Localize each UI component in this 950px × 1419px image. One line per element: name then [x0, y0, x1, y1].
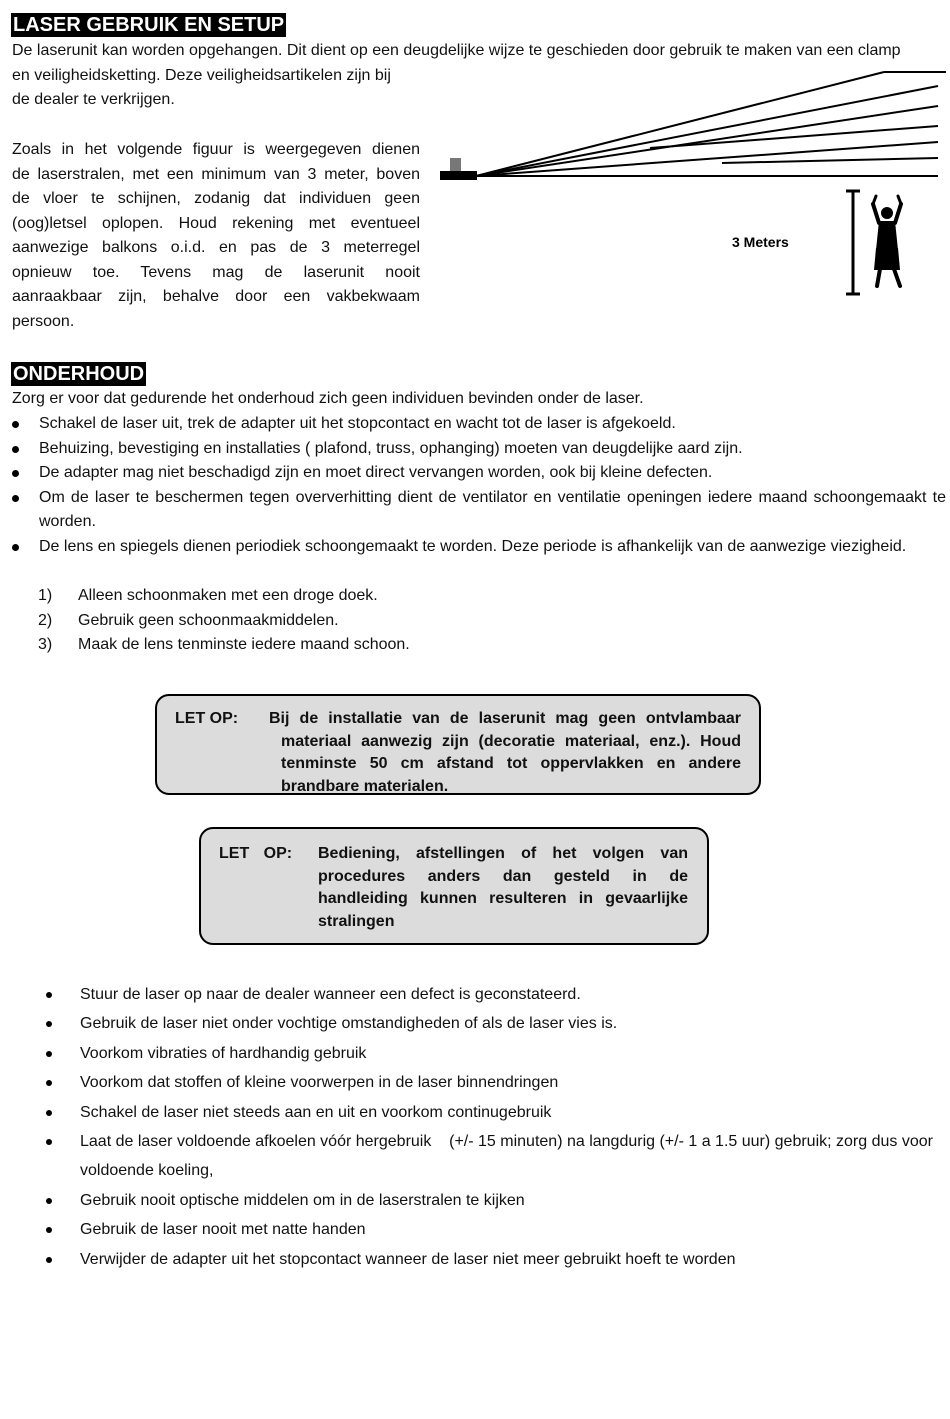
list-item: De adapter mag niet beschadigd zijn en moet direct vervangen worden, ook bij kleine defecten.: [12, 461, 946, 486]
bullet-icon: [46, 1051, 52, 1057]
setup-paragraph-line: aanraakbaar zijn, behalve door een vakbekwaam: [12, 288, 420, 305]
setup-intro-line-3: de dealer te verkrijgen.: [12, 91, 175, 108]
setup-paragraph: [12, 138, 420, 334]
list-item: Schakel de laser uit, trek de adapter uit het stopcontact en wacht tot de laser is afgekoeld.: [12, 412, 946, 437]
bullet-icon: [46, 1227, 52, 1233]
warning-text: [318, 843, 688, 933]
height-bracket-icon: [846, 191, 860, 294]
list-item: Gebruik nooit optische middelen om in de laserstralen te kijken: [40, 1186, 946, 1215]
bullet-icon: [12, 470, 19, 477]
usage-tips-list: [40, 980, 946, 1274]
bullet-icon: [12, 446, 19, 453]
setup-paragraph-line: aanwezige balkons o.i.d. en pas de 3 meterregel: [12, 239, 420, 256]
bullet-icon: [46, 992, 52, 998]
warning-label: LET OP:: [219, 845, 293, 862]
warning-text-line: Bediening, afstellingen of het volgen van: [318, 845, 688, 862]
bullet-icon: [46, 1198, 52, 1204]
person-icon: [873, 196, 901, 286]
warning-text-line: Bij de installatie van de laserunit mag geen ontvlambaar: [269, 710, 741, 727]
list-item: Behuizing, bevestiging en installaties ( plafond, truss, ophanging) moeten van deugdelijke aard zijn.: [12, 437, 946, 462]
bullet-icon: [12, 495, 19, 502]
list-item: Voorkom dat stoffen of kleine voorwerpen in de laser binnendringen: [40, 1068, 946, 1097]
list-item: Stuur de laser op naar de dealer wanneer een defect is geconstateerd.: [40, 980, 946, 1009]
warning-box-radiation: [199, 827, 709, 945]
list-item: Gebruik de laser nooit met natte handen: [40, 1215, 946, 1244]
list-item: Laat de laser voldoende afkoelen vóór hergebruik (+/- 15 minuten) na langdurig (+/- 1 a 1.5 uur) gebruik; zorg dus voor voldoende koeling,: [40, 1127, 946, 1186]
setup-paragraph-line: opnieuw toe. Tevens mag de laserunit nooit: [12, 263, 420, 281]
bullet-icon: [46, 1080, 52, 1086]
warning-text: [269, 708, 741, 795]
warning-label: LET OP:: [175, 710, 239, 727]
bullet-icon: [12, 421, 19, 428]
setup-paragraph-line: de vloer te schijnen, zodanig dat individuen geen: [12, 190, 420, 207]
laser-height-figure: [436, 66, 948, 302]
list-item: Gebruik de laser niet onder vochtige omstandigheden of als de laser vies is.: [40, 1009, 946, 1038]
list-item: Schakel de laser niet steeds aan en uit en voorkom continugebruik: [40, 1098, 946, 1127]
list-item: Om de laser te beschermen tegen oververhitting dient de ventilator en ventilatie openingen iedere maand schoongemaakt te worden.: [12, 486, 946, 535]
section-heading-maintenance: ONDERHOUD: [13, 363, 145, 385]
list-item: 1) Alleen schoonmaken met een droge doek.: [38, 587, 378, 604]
warning-box-fire: [155, 694, 761, 795]
section-heading-setup: LASER GEBRUIK EN SETUP: [13, 14, 285, 36]
bullet-icon: [46, 1110, 52, 1116]
warning-text-line: brandbare materialen.: [281, 777, 449, 795]
bullet-icon: [46, 1257, 52, 1263]
warning-text-line: materiaal aanwezig zijn (decoratie materiaal, enz.). Houd: [281, 732, 741, 750]
cleaning-steps-list: [38, 584, 410, 658]
bullet-icon: [12, 544, 19, 551]
laser-base-icon: [440, 171, 477, 180]
setup-paragraph-line: (oog)letsel oplopen. Houd rekening met eventueel: [12, 214, 420, 232]
warning-text-line: tenminste 50 cm afstand tot oppervlakken en andere: [281, 755, 741, 772]
setup-paragraph-line: persoon.: [12, 312, 75, 330]
maintenance-bullet-list: [12, 412, 946, 560]
setup-paragraph-line: Zoals in het volgende figuur is weergegeven dienen: [12, 141, 420, 158]
warning-text-line: stralingen: [318, 912, 395, 930]
list-item: De lens en spiegels dienen periodiek schoongemaakt te worden. Deze periode is afhankelijk van de aanwezige viezigheid.: [12, 535, 946, 560]
list-item: Voorkom vibraties of hardhandig gebruik: [40, 1039, 946, 1068]
list-item: 2) Gebruik geen schoonmaakmiddelen.: [38, 611, 339, 629]
warning-text-line: handleiding kunnen resulteren in gevaarlijke: [318, 890, 688, 907]
list-item: 3) Maak de lens tenminste iedere maand schoon.: [38, 636, 410, 654]
bullet-icon: [46, 1139, 52, 1145]
setup-intro-line-2: en veiligheidsketting. Deze veiligheidsartikelen zijn bij: [12, 67, 391, 84]
list-item: Verwijder de adapter uit het stopcontact wanneer de laser niet meer gebruikt hoeft te worden: [40, 1245, 946, 1274]
setup-intro-line-1: De laserunit kan worden opgehangen. Dit dient op een deugdelijke wijze te geschieden door gebruik te maken van een clamp: [12, 42, 901, 59]
figure-height-label: 3 Meters: [732, 234, 789, 250]
warning-text-line: procedures anders dan gesteld in de: [318, 867, 688, 885]
bullet-icon: [46, 1021, 52, 1027]
setup-paragraph-line: de laserstralen, met een minimum van 3 meter, boven: [12, 165, 420, 183]
maintenance-intro: Zorg er voor dat gedurende het onderhoud zich geen individuen bevinden onder de laser.: [12, 390, 644, 407]
